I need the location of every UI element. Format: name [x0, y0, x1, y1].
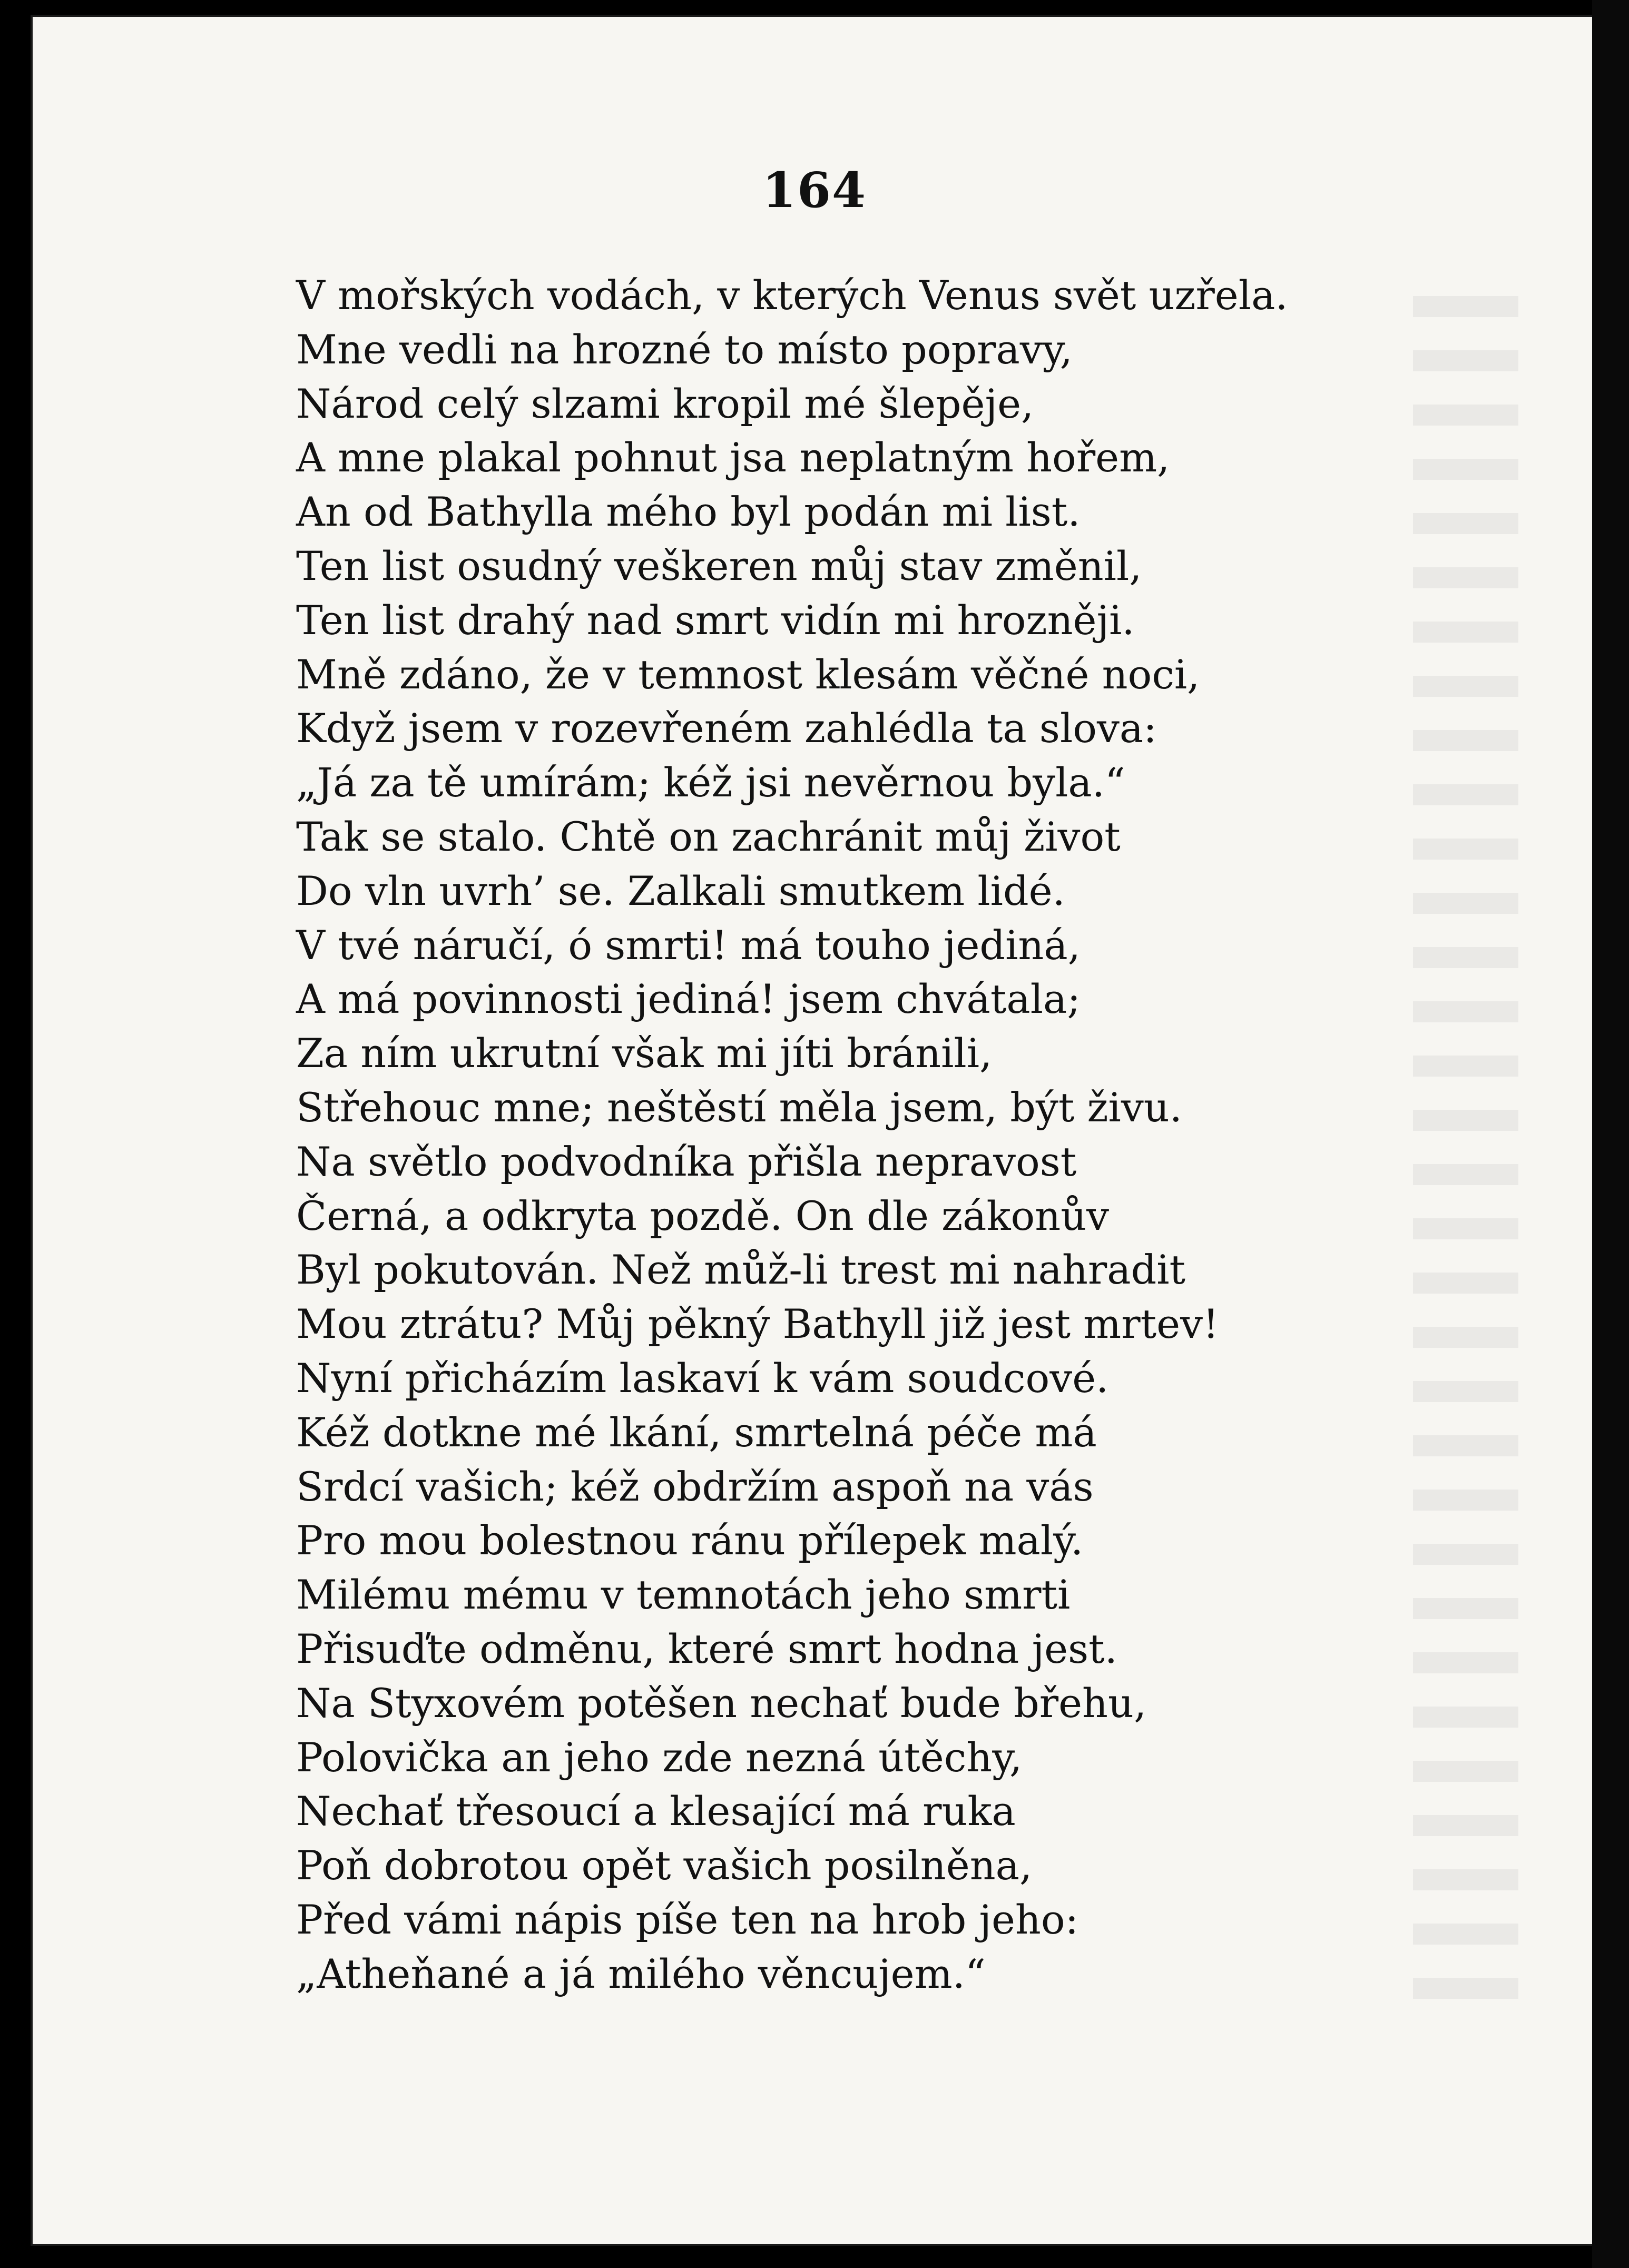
poem-line: Za ním ukrutní však mi jíti bránili, [296, 1030, 993, 1077]
poem-line: Černá, a odkryta pozdě. On dle zákonův [296, 1192, 1110, 1239]
poem-line: Nechať třesoucí a klesající má ruka [296, 1788, 1016, 1835]
poem-line: Střehouc mne; neštěstí měla jsem, být živu. [296, 1083, 1182, 1131]
poem-line: Ten list osudný veškeren můj stav změnil, [296, 542, 1142, 589]
poem-line: Mně zdáno, že v temnost klesám věčné noci, [296, 650, 1200, 698]
poem-line: Tak se stalo. Chtě on zachránit můj život [296, 813, 1121, 860]
poem-line: Ten list drahý nad smrt vidín mi hrozněji. [296, 596, 1135, 644]
poem-line: Mne vedli na hrozné to místo popravy, [296, 326, 1073, 373]
poem-line: Polovička an jeho zde nezná útěchy, [296, 1733, 1023, 1781]
scan-edge [1592, 0, 1629, 2268]
poem-line: Srdcí vašich; kéž obdržím aspoň na vás [296, 1463, 1094, 1510]
poem-line: Nyní přicházím laskaví k vám soudcové. [296, 1354, 1109, 1402]
poem-line: V tvé náručí, ó smrti! má touho jediná, [296, 921, 1081, 969]
poem-text [296, 269, 1288, 2001]
poem-line: Na Styxovém potěšen nechať bude břehu, [296, 1679, 1147, 1727]
poem-line: Poň dobrotou opět vašich posilněna, [296, 1842, 1033, 1889]
poem-line: V mořských vodách, v kterých Venus svět uzřela. [296, 272, 1288, 319]
page-number: 164 [762, 162, 867, 219]
poem-line: Mou ztrátu? Můj pěkný Bathyll již jest mrtev! [296, 1300, 1219, 1348]
poem-line: Před vámi nápis píše ten na hrob jeho: [296, 1896, 1079, 1943]
poem-line: Přisuďte odměnu, které smrt hodna jest. [296, 1625, 1117, 1672]
poem-line: „Já za tě umírám; kéž jsi nevěrnou byla.“ [296, 759, 1125, 806]
poem-line: Když jsem v rozevřeném zahlédla ta slova: [296, 705, 1157, 752]
book-page [31, 15, 1598, 2246]
poem-line: An od Bathylla mého byl podán mi list. [296, 488, 1081, 536]
poem-line: A mne plakal pohnut jsa neplatným hořem, [296, 434, 1170, 481]
poem-line: A má povinnosti jediná! jsem chvátala; [296, 975, 1081, 1023]
poem-line: Byl pokutován. Než můž-li trest mi nahradit [296, 1246, 1186, 1294]
poem-line: Kéž dotkne mé lkání, smrtelná péče má [296, 1408, 1097, 1456]
poem-line: Pro mou bolestnou ránu přílepek malý. [296, 1517, 1084, 1564]
poem-line: Milému mému v temnotách jeho smrti [296, 1571, 1071, 1619]
poem-line: Národ celý slzami kropil mé šlepěje, [296, 380, 1034, 427]
poem-line: Na světlo podvodníka přišla nepravost [296, 1138, 1077, 1185]
poem-line: Do vln uvrh’ se. Zalkali smutkem lidé. [296, 867, 1065, 914]
poem-line: „Atheňané a já milého věncujem.“ [296, 1950, 986, 1997]
bleed-through-text [1413, 280, 1518, 2018]
